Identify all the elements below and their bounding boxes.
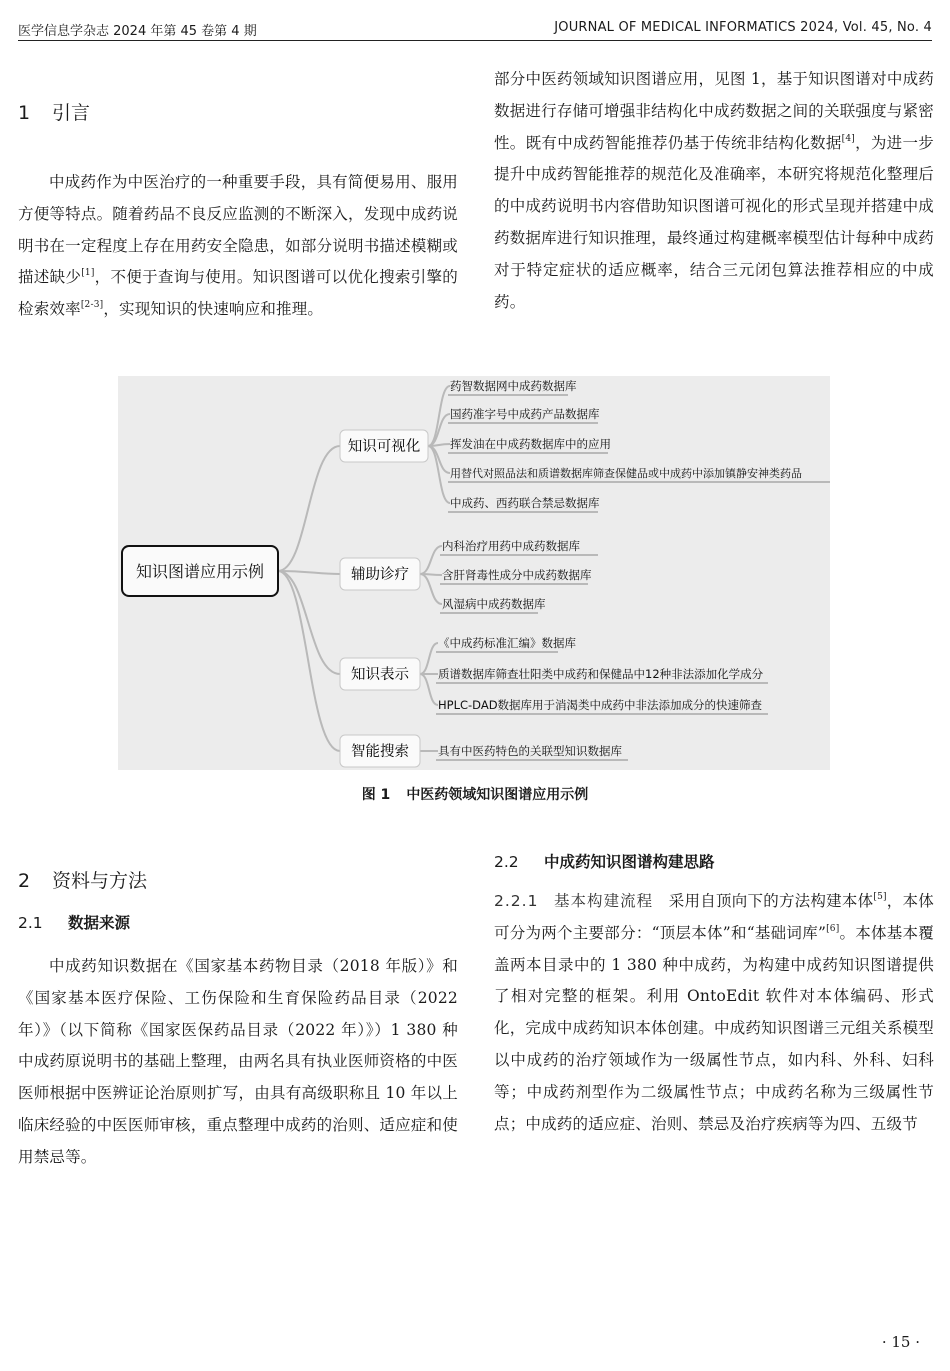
section-1-heading bbox=[18, 98, 458, 125]
text-span: ，不便于查询与使用。知识图谱可以优化搜索引擎的检索效率 bbox=[18, 268, 458, 319]
intro-continued bbox=[494, 64, 934, 318]
figure-1 bbox=[118, 376, 830, 770]
journal-title-cn: 医学信息学杂志 2024 年第 45 卷第 4 期 bbox=[18, 24, 257, 39]
leaf-label: 药智数据网中成药数据库 bbox=[450, 379, 577, 393]
citation: [2-3] bbox=[80, 300, 104, 311]
leaf-label: 风湿病中成药数据库 bbox=[442, 597, 546, 611]
subsection-title: 数据来源 bbox=[68, 914, 131, 932]
intro-paragraph-continued bbox=[494, 64, 934, 318]
leaf-label: 国药准字号中成药产品数据库 bbox=[450, 407, 600, 421]
section-title: 引言 bbox=[52, 102, 91, 124]
text-span: ，本体可分为两个主要部分：“顶层本体”和“基础词库” bbox=[494, 892, 934, 942]
leaf-label: 含肝肾毒性成分中成药数据库 bbox=[442, 568, 592, 582]
leaf-label: HPLC-DAD数据库用于消渴类中成药中非法添加成分的快速筛查 bbox=[438, 698, 763, 712]
leaf-label: 内科治疗用药中成药数据库 bbox=[442, 539, 580, 553]
section-2-heading bbox=[18, 866, 458, 893]
citation: [6] bbox=[826, 923, 840, 934]
intro-paragraph bbox=[18, 167, 458, 326]
running-header bbox=[18, 18, 932, 41]
section-2-2 bbox=[494, 850, 934, 1140]
leaf-label: 质谱数据库筛查壮阳类中成药和保健品中12种非法添加化学成分 bbox=[438, 667, 764, 681]
leaf-label: 《中成药标准汇编》数据库 bbox=[438, 636, 576, 650]
text-span: 采用自顶向下的方法构建本体 bbox=[668, 892, 874, 910]
branch-label: 辅助诊疗 bbox=[351, 567, 409, 583]
leaf-label: 具有中医药特色的关联型知识数据库 bbox=[438, 744, 622, 758]
subsection-2-1-heading bbox=[18, 911, 458, 933]
leaf-label: 用替代对照品法和质谱数据库筛查保健品或中成药中添加镇静安神类药品 bbox=[450, 467, 802, 480]
figure-caption-text: 中医药领域知识图谱应用示例 bbox=[406, 787, 589, 803]
subsection-title: 中成药知识图谱构建思路 bbox=[544, 853, 715, 871]
construction-paragraph bbox=[494, 886, 934, 1140]
branch-label: 知识表示 bbox=[351, 667, 409, 683]
data-source-paragraph: 中成药知识数据在《国家基本药物目录（2018 年版）》和《国家基本医疗保险、工伤保险和生育保险药品目录（2022 年）》（以下简称《国家医保药品目录（2022 年）》）1 380 种中成药原说明书的基础上整理，由两名具有执业医师资格的中医医师根据中医辨证论治原则扩写，由具有高级职称且 10 年以上临床经验的中医医师审核，重点整理中成药的治则、适应症和使用禁忌等。 bbox=[18, 957, 458, 1166]
subsection-number: 2.2 bbox=[494, 853, 519, 871]
branch-label: 智能搜索 bbox=[351, 744, 409, 760]
section-2 bbox=[18, 866, 458, 1174]
journal-title-en: JOURNAL OF MEDICAL INFORMATICS 2024, Vol. 45, No. 4 bbox=[554, 20, 932, 35]
mind-map bbox=[118, 376, 830, 770]
leaf-label: 中成药、西药联合禁忌数据库 bbox=[450, 496, 600, 510]
subsubsection-number: 2.2.1 bbox=[494, 892, 539, 910]
text-span: 。本体基本覆盖两本目录中的 1 380 种中成药，为构建中成药知识图谱提供了相对完整的框架。利用 OntoEdit 软件对本体编码、形式化，完成中成药知识本体创建。中成药知识图谱三元组关系模型以中成药的治疗领域作为一级属性节点，如内科、外科、妇科等；中成药剂型作为二级属性节点；中成药名称为三级属性节点；中成药的适应症、治则、禁忌及治疗疾病等为四、五级节 bbox=[494, 923, 934, 1133]
citation: [5] bbox=[873, 892, 887, 902]
subsection-number: 2.1 bbox=[18, 914, 43, 932]
text-span: ，为进一步提升中成药智能推荐的规范化及准确率，本研究将规范化整理后的中成药说明书内容借助知识图谱可视化的形式呈现并搭建中成药数据库进行知识推理，最终通过构建概率模型估计每种中成药对于特定症状的适应概率，结合三元闭包算法推荐相应的中成药。 bbox=[494, 133, 934, 311]
section-1 bbox=[18, 98, 458, 326]
text-span: ，实现知识的快速响应和推理。 bbox=[103, 300, 324, 319]
citation: [4] bbox=[841, 133, 855, 144]
figure-number: 图 1 bbox=[361, 787, 391, 803]
text-span: 中成药作为中医治疗的一种重要手段，具有简便易用、服用方便等特点。随着药品不良反应监测的不断深入，发现中成药说明书在一定程度上存在用药安全隐患，如部分说明书描述模糊或描述缺少 bbox=[18, 173, 458, 287]
root-label: 知识图谱应用示例 bbox=[135, 562, 265, 581]
figure-caption bbox=[0, 784, 950, 804]
page-number: · 15 · bbox=[881, 1333, 920, 1351]
citation: [1] bbox=[81, 268, 95, 279]
leaf-label: 挥发油在中成药数据库中的应用 bbox=[450, 437, 611, 451]
section-number: 1 bbox=[18, 102, 31, 124]
branch-label: 知识可视化 bbox=[347, 439, 421, 455]
section-number: 2 bbox=[18, 870, 31, 892]
text-span: 部分中医药领域知识图谱应用，见图 1，基于知识图谱对中成药数据进行存储可增强非结构化中成药数据之间的关联强度与紧密性。既有中成药智能推荐仍基于传统非结构化数据 bbox=[494, 70, 934, 152]
section-title: 资料与方法 bbox=[52, 870, 148, 892]
subsection-2-2-heading bbox=[494, 850, 934, 872]
subsubsection-title: 基本构建流程 bbox=[553, 892, 654, 910]
